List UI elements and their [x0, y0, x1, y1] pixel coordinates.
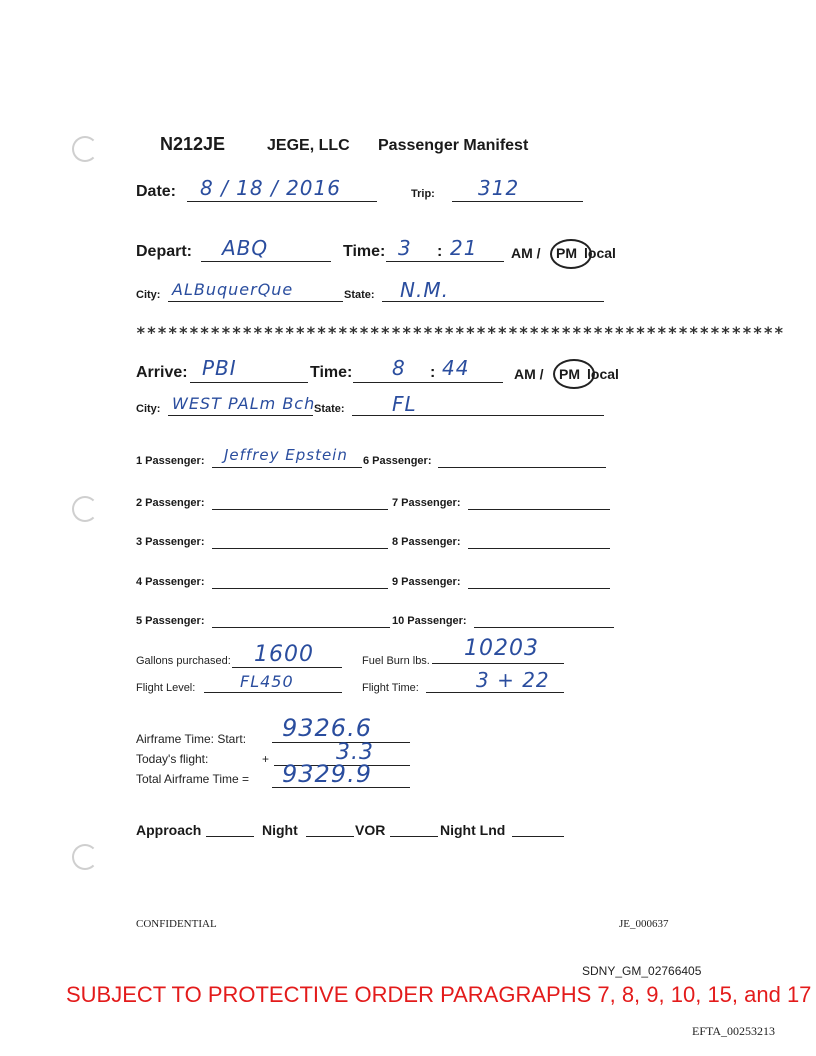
date-label: Date: — [136, 183, 177, 200]
passenger-6-label: 6 Passenger: — [363, 455, 432, 467]
vor-label: VOR — [355, 822, 386, 838]
arrive-time-label: Time: — [310, 364, 353, 381]
tail-number: N212JE — [160, 134, 226, 154]
arrive-label: Arrive: — [136, 364, 188, 381]
arrive-value: PBI — [202, 356, 237, 380]
gallons-value: 1600 — [254, 642, 314, 667]
depart-local: local — [584, 245, 616, 261]
total-airframe-value: 9329.9 — [282, 760, 372, 788]
flight-level-label: Flight Level: — [136, 682, 196, 694]
fuel-burn-value: 10203 — [464, 636, 539, 661]
passenger-5-label: 5 Passenger: — [136, 615, 205, 627]
arrive-state-value: FL — [392, 392, 417, 416]
flight-time-value: 3 + 22 — [476, 668, 550, 692]
depart-pm: PM — [556, 245, 577, 261]
total-airframe-label: Total Airframe Time = — [136, 772, 250, 786]
binder-hole-middle — [72, 496, 98, 522]
passenger-2-label: 2 Passenger: — [136, 497, 205, 509]
document-title: Passenger Manifest — [378, 137, 529, 154]
passenger-8-label: 8 Passenger: — [392, 536, 461, 548]
binder-hole-bottom — [72, 844, 98, 870]
arrive-pm: PM — [559, 366, 580, 382]
airframe-start-value: 9326.6 — [282, 714, 372, 742]
depart-am: AM / — [511, 245, 541, 261]
time-colon: : — [437, 243, 443, 260]
trip-label: Trip: — [411, 188, 435, 200]
approach-label: Approach — [136, 822, 202, 838]
arrive-time-hour: 8 — [392, 356, 406, 380]
time-colon: : — [430, 364, 436, 381]
depart-city-label: City: — [136, 289, 161, 301]
passenger-1-label: 1 Passenger: — [136, 455, 205, 467]
arrive-am: AM / — [514, 366, 544, 382]
arrive-time-minute: 44 — [442, 356, 470, 380]
flight-time-label: Flight Time: — [362, 682, 419, 694]
passenger-9-label: 9 Passenger: — [392, 576, 461, 588]
depart-label: Depart: — [136, 243, 193, 260]
night-label: Night — [262, 822, 298, 838]
depart-time-minute: 21 — [450, 236, 478, 260]
depart-time-label: Time: — [343, 243, 386, 260]
arrive-city-label: City: — [136, 403, 161, 415]
binder-hole-top — [72, 136, 98, 162]
efta-number: EFTA_00253213 — [692, 1024, 776, 1038]
passenger-3-label: 3 Passenger: — [136, 536, 205, 548]
fuel-burn-label: Fuel Burn lbs. — [362, 655, 430, 667]
todays-flight-label: Today's flight: — [136, 752, 209, 766]
bates-number: JE_000637 — [619, 918, 669, 930]
todays-flight-value: 3.3 — [336, 740, 374, 765]
passenger-7-label: 7 Passenger: — [392, 497, 461, 509]
plus-sign: + — [262, 752, 270, 766]
arrive-city-value: WEST PALm Bch — [172, 394, 316, 413]
depart-city-value: ALBuquerQue — [172, 280, 294, 299]
passenger-10-label: 10 Passenger: — [392, 615, 467, 627]
night-landing-label: Night Lnd — [440, 822, 506, 838]
depart-state-value: N.M. — [400, 278, 449, 302]
protective-order-notice: SUBJECT TO PROTECTIVE ORDER PARAGRAPHS 7, 8, 9, 10, 15, and 17 — [66, 982, 812, 1007]
passenger-1-value: Jeffrey Epstein — [224, 446, 348, 464]
trip-value: 312 — [478, 176, 520, 200]
company-name: JEGE, LLC — [267, 137, 350, 154]
flight-level-value: FL450 — [240, 672, 294, 691]
gallons-label: Gallons purchased: — [136, 655, 231, 667]
arrive-local: local — [587, 366, 619, 382]
confidential-label: CONFIDENTIAL — [136, 918, 217, 930]
sdny-number: SDNY_GM_02766405 — [582, 964, 702, 978]
airframe-start-label: Airframe Time: Start: — [136, 732, 247, 746]
date-value: 8 / 18 / 2016 — [200, 176, 341, 200]
arrive-state-label: State: — [314, 403, 345, 415]
separator-asterisks: ************************************************************* — [136, 323, 785, 342]
depart-time-hour: 3 — [398, 236, 412, 260]
depart-value: ABQ — [222, 236, 269, 260]
depart-state-label: State: — [344, 289, 375, 301]
passenger-4-label: 4 Passenger: — [136, 576, 205, 588]
